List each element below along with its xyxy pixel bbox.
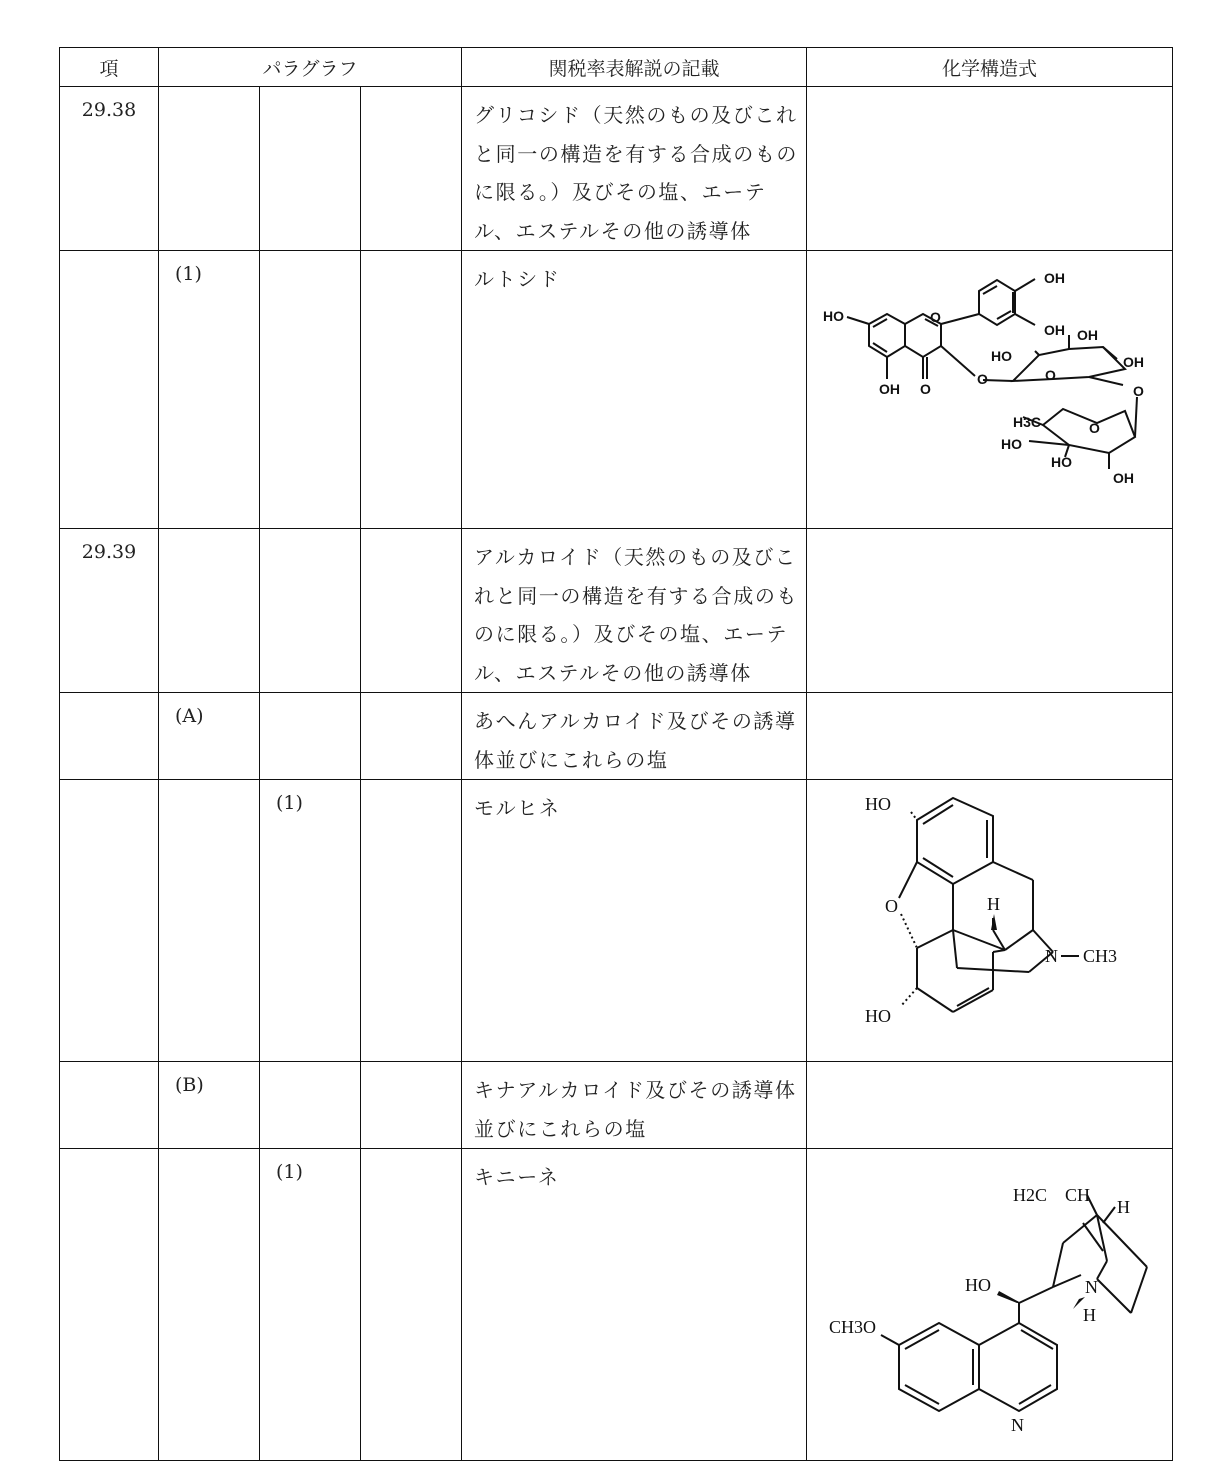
header-paragraph: パラグラフ <box>159 48 462 87</box>
description-cell: キナアルカロイド及びその誘導体並びにこれらの塩 <box>462 1062 807 1149</box>
struct-label: O <box>885 896 899 916</box>
paragraph-cell <box>260 87 361 251</box>
paragraph-cell <box>361 780 462 1062</box>
paragraph-cell <box>260 1062 361 1149</box>
heading-cell <box>60 780 159 1062</box>
struct-label: N <box>1011 1415 1025 1435</box>
heading-cell <box>60 693 159 780</box>
struct-label: HO <box>865 1006 892 1026</box>
heading-cell <box>60 251 159 529</box>
paragraph-cell <box>260 693 361 780</box>
paragraph-cell <box>260 529 361 693</box>
struct-label: O <box>1089 420 1100 436</box>
struct-label: O <box>930 309 941 325</box>
struct-label: O <box>920 381 931 397</box>
description-cell: アルカロイド（天然のもの及びこれと同一の構造を有する合成のものに限る。）及びその塩、エーテル、エステルその他の誘導体 <box>462 529 807 693</box>
struct-label: HO <box>1051 454 1073 470</box>
struct-label: HO <box>991 348 1013 364</box>
struct-label: OH <box>1113 470 1135 486</box>
heading-cell <box>60 1149 159 1461</box>
struct-label: OH <box>879 381 901 397</box>
struct-label: H2C <box>1013 1185 1048 1205</box>
paragraph-cell: (B) <box>159 1062 260 1149</box>
table-row <box>60 780 1173 1062</box>
paragraph-cell: (1) <box>260 780 361 1062</box>
paragraph-cell <box>361 693 462 780</box>
table-row <box>60 251 1173 529</box>
paragraph-cell <box>159 529 260 693</box>
heading-cell: 29.39 <box>60 529 159 693</box>
struct-label: N <box>1045 946 1059 966</box>
table-row <box>60 693 1173 780</box>
struct-label: O <box>977 371 988 387</box>
paragraph-cell: (1) <box>260 1149 361 1461</box>
description-cell: グリコシド（天然のもの及びこれと同一の構造を有する合成のものに限る。）及びその塩、エーテル、エステルその他の誘導体 <box>462 87 807 251</box>
structure-cell <box>807 780 1173 1062</box>
paragraph-cell <box>159 1149 260 1461</box>
struct-label: OH <box>1044 322 1066 338</box>
structure-cell <box>807 1062 1173 1149</box>
paragraph-cell <box>159 87 260 251</box>
header-row <box>60 48 1173 87</box>
morphine-structure <box>807 780 1171 1060</box>
table-row <box>60 1149 1173 1461</box>
struct-label: O <box>1045 367 1056 383</box>
struct-label: H3C <box>1013 414 1042 430</box>
paragraph-cell <box>159 780 260 1062</box>
structure-cell <box>807 529 1173 693</box>
struct-label: H <box>1083 1305 1097 1325</box>
struct-label: HO <box>1001 436 1023 452</box>
heading-cell <box>60 1062 159 1149</box>
struct-label: N <box>1085 1277 1099 1297</box>
table-row <box>60 87 1173 251</box>
header-structure: 化学構造式 <box>807 48 1173 87</box>
paragraph-cell <box>361 251 462 529</box>
heading-cell: 29.38 <box>60 87 159 251</box>
struct-label: HO <box>823 308 845 324</box>
paragraph-cell <box>361 1149 462 1461</box>
struct-label: OH <box>1044 270 1066 286</box>
paragraph-cell <box>361 529 462 693</box>
struct-label: H <box>987 894 1001 914</box>
paragraph-cell: (A) <box>159 693 260 780</box>
description-cell: ルトシド <box>462 251 807 529</box>
tariff-table <box>59 47 1173 1461</box>
struct-label: CH3O <box>829 1317 877 1337</box>
description-cell: モルヒネ <box>462 780 807 1062</box>
table-row <box>60 1062 1173 1149</box>
structure-cell <box>807 87 1173 251</box>
paragraph-cell <box>361 87 462 251</box>
description-cell: キニーネ <box>462 1149 807 1461</box>
structure-cell <box>807 251 1173 529</box>
header-description: 関税率表解説の記載 <box>462 48 807 87</box>
paragraph-cell: (1) <box>159 251 260 529</box>
struct-label: HO <box>965 1275 992 1295</box>
structure-cell <box>807 1149 1173 1461</box>
struct-label: H <box>1117 1197 1131 1217</box>
struct-label: CH <box>1065 1185 1091 1205</box>
struct-label: OH <box>1123 354 1145 370</box>
struct-label: O <box>1133 383 1144 399</box>
description-cell: あへんアルカロイド及びその誘導体並びにこれらの塩 <box>462 693 807 780</box>
table-row <box>60 529 1173 693</box>
struct-label: HO <box>865 794 892 814</box>
structure-cell <box>807 693 1173 780</box>
paragraph-cell <box>260 251 361 529</box>
rutoside-structure <box>807 251 1171 527</box>
quinine-structure <box>807 1149 1171 1459</box>
struct-label: CH3 <box>1083 946 1118 966</box>
header-heading: 項 <box>60 48 159 87</box>
struct-label: OH <box>1077 327 1099 343</box>
paragraph-cell <box>361 1062 462 1149</box>
